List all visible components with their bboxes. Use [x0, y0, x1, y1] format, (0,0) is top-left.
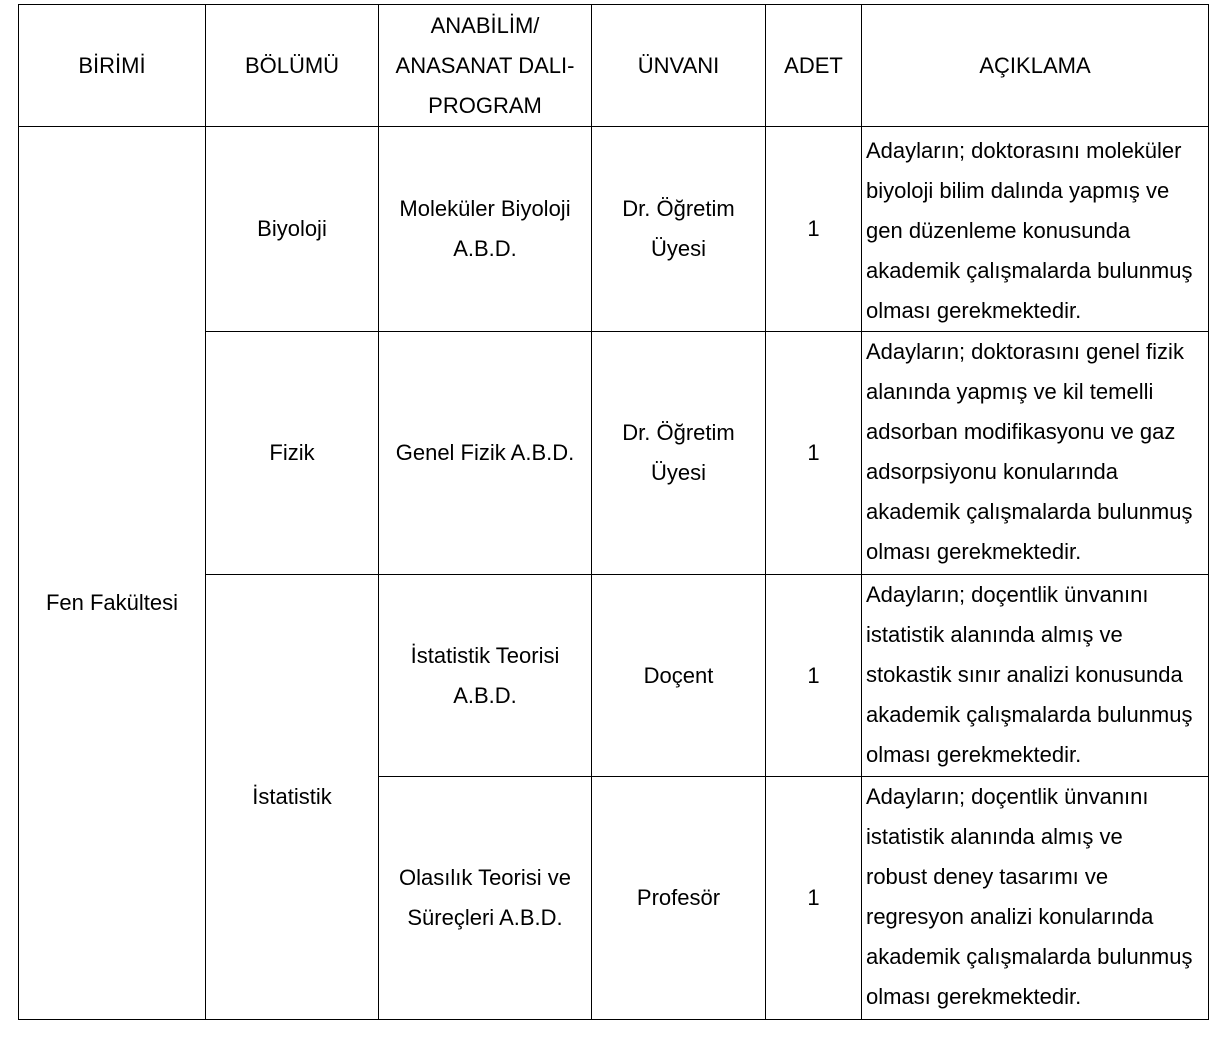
aciklama-line: adsorban modifikasyonu ve gaz [866, 419, 1176, 444]
aciklama-cell [862, 575, 1209, 777]
aciklama-cell [862, 332, 1209, 575]
aciklama-line: regresyon analizi konularında [866, 904, 1154, 929]
header-adet: ADET [766, 5, 862, 127]
anabilim-line: Olasılık Teorisi ve [399, 865, 571, 890]
aciklama-line: olması gerekmektedir. [866, 984, 1082, 1009]
aciklama-line: akademik çalışmalarda bulunmuş [866, 258, 1193, 283]
unvan-cell [592, 777, 766, 1020]
adet-cell: 1 [766, 575, 862, 777]
anabilim-line: Süreçleri A.B.D. [407, 905, 563, 930]
anabilim-line: A.B.D. [453, 236, 517, 261]
aciklama-line: alanında yapmış ve kil temelli [866, 379, 1154, 404]
unvan-line: Üyesi [650, 236, 706, 261]
aciklama-line: biyoloji bilim dalında yapmış ve [866, 178, 1170, 203]
adet-cell: 1 [766, 127, 862, 332]
adet-cell: 1 [766, 332, 862, 575]
bolum-cell-fizik: Fizik [206, 332, 379, 575]
header-anabilim [379, 5, 592, 127]
aciklama-line: gen düzenleme konusunda [866, 218, 1131, 243]
unvan-cell [592, 332, 766, 575]
aciklama-line: robust deney tasarımı ve [866, 864, 1109, 889]
aciklama-line: akademik çalışmalarda bulunmuş [866, 499, 1193, 524]
anabilim-cell [379, 127, 592, 332]
aciklama-line: olması gerekmektedir. [866, 298, 1082, 323]
aciklama-cell [862, 777, 1209, 1020]
anabilim-cell [379, 575, 592, 777]
unvan-line: Üyesi [650, 460, 706, 485]
anabilim-cell [379, 777, 592, 1020]
unvan-line: Profesör [636, 885, 721, 910]
aciklama-line: akademik çalışmalarda bulunmuş [866, 944, 1193, 969]
anabilim-line: Moleküler Biyoloji [399, 196, 571, 221]
aciklama-line: istatistik alanında almış ve [866, 622, 1123, 647]
aciklama-line: Adayların; doktorasını genel fizik [866, 339, 1184, 364]
aciklama-line: olması gerekmektedir. [866, 539, 1082, 564]
aciklama-line: olması gerekmektedir. [866, 742, 1082, 767]
unvan-line: Dr. Öğretim [622, 420, 735, 445]
positions-table [18, 4, 1209, 1020]
aciklama-cell [862, 127, 1209, 332]
aciklama-line: adsorpsiyonu konularında [866, 459, 1118, 484]
anabilim-cell [379, 332, 592, 575]
table-row [19, 127, 1209, 332]
aciklama-line: Adayların; doktorasını moleküler [866, 138, 1182, 163]
aciklama-line: stokastik sınır analizi konusunda [866, 662, 1183, 687]
unvan-cell [592, 575, 766, 777]
header-birimi: BİRİMİ [19, 5, 206, 127]
aciklama-line: Adayların; doçentlik ünvanını [866, 784, 1149, 809]
aciklama-line: akademik çalışmalarda bulunmuş [866, 702, 1193, 727]
header-anabilim-line: PROGRAM [428, 92, 542, 118]
unvan-cell [592, 127, 766, 332]
adet-cell: 1 [766, 777, 862, 1020]
header-anabilim-line: ANASANAT DALI- [395, 52, 575, 78]
header-bolumu: BÖLÜMÜ [206, 5, 379, 127]
header-aciklama: AÇIKLAMA [862, 5, 1209, 127]
bolum-cell-biyoloji: Biyoloji [206, 127, 379, 332]
header-row [19, 5, 1209, 127]
birim-cell: Fen Fakültesi [19, 127, 206, 1020]
unvan-line: Doçent [643, 662, 714, 688]
aciklama-line: Adayların; doçentlik ünvanını [866, 582, 1149, 607]
anabilim-line: A.B.D. [453, 682, 517, 708]
header-anabilim-line: ANABİLİM/ [430, 12, 540, 38]
unvan-line: Dr. Öğretim [622, 196, 735, 221]
anabilim-line: İstatistik Teorisi [410, 642, 560, 668]
bolum-cell-istatistik: İstatistik [206, 575, 379, 1020]
header-unvani: ÜNVANI [592, 5, 766, 127]
aciklama-line: istatistik alanında almış ve [866, 824, 1123, 849]
anabilim-line: Genel Fizik A.B.D. [395, 440, 575, 465]
